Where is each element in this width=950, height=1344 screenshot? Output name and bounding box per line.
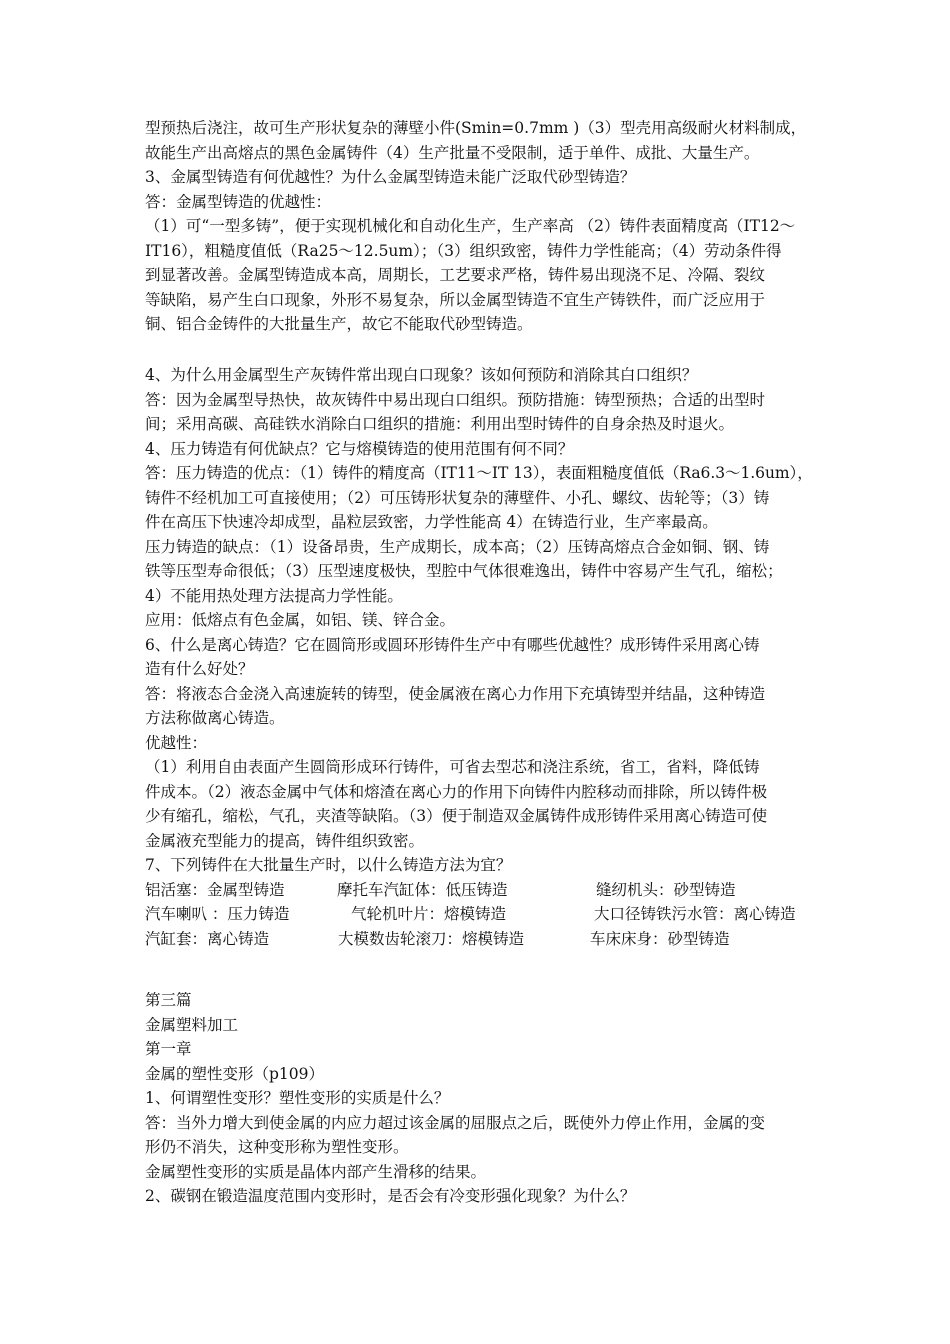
- question-1: 1、何谓塑性变形？塑性变形的实质是什么？: [145, 1089, 450, 1107]
- text-line: 间；采用高碳、高硅铁水消除白口组织的措施：利用出型时铸件的自身余热及时退火。: [145, 415, 735, 433]
- text-line: 答：因为金属型导热快，故灰铸件中易出现白口组织。预防措施：铸型预热；合适的出型时: [145, 391, 766, 409]
- text-line: （1）利用自由表面产生圆筒形成环行铸件，可省去型芯和浇注系统，省工，省料，降低铸: [145, 758, 760, 776]
- question-7: 7、下列铸件在大批量生产时，以什么铸造方法为宜？: [145, 856, 512, 874]
- text-line: 4）不能用热处理方法提高力学性能。: [145, 587, 403, 605]
- text-line: 优越性：: [145, 734, 208, 752]
- question-4b: 4、压力铸造有何优缺点？它与熔模铸造的使用范围有何不同？: [145, 440, 574, 458]
- text-line: 铜、铝合金铸件的大批量生产，故它不能取代砂型铸造。: [145, 315, 533, 333]
- casting-cell: 汽缸套：离心铸造: [145, 930, 270, 948]
- casting-cell: 大模数齿轮滚刀：熔模铸造: [338, 930, 525, 948]
- text-line: 压力铸造的缺点：（1）设备昂贵，生产成期长，成本高；（2）压铸高熔点合金如铜、钢、铸: [145, 538, 770, 556]
- text-line: 应用：低熔点有色金属，如铝、镁、锌合金。: [145, 611, 456, 629]
- part-title: 金属塑料加工: [145, 1016, 239, 1034]
- text-line: 造有什么好处？: [145, 660, 254, 678]
- text-line: 答：将液态合金浇入高速旋转的铸型，使金属液在离心力作用下充填铸型并结晶，这种铸造: [145, 685, 766, 703]
- question-3: 3、金属型铸造有何优越性？为什么金属型铸造未能广泛取代砂型铸造？: [145, 168, 636, 186]
- casting-cell: 汽车喇叭 ：压力铸造: [145, 905, 290, 923]
- chapter-heading: 第一章: [145, 1040, 192, 1058]
- text-line: （1）可“一型多铸”，便于实现机械化和自动化生产，生产率高 （2）铸件表面精度高（IT12～: [145, 217, 796, 235]
- casting-cell: 气轮机叶片：熔模铸造: [351, 905, 507, 923]
- text-line: 铁等压型寿命很低；（3）压型速度极快，型腔中气体很难逸出，铸件中容易产生气孔，缩松；: [145, 562, 783, 580]
- text-line: 金属液充型能力的提高，铸件组织致密。: [145, 832, 425, 850]
- question-6: 6、什么是离心铸造？它在圆筒形或圆环形铸件生产中有哪些优越性？成形铸件采用离心铸: [145, 636, 760, 654]
- text-line: 答：压力铸造的优点：（1）铸件的精度高（IT11～IT 13），表面粗糙度值低（Ra6.3～1.6um），: [145, 464, 813, 482]
- text-line: 答：当外力增大到使金属的内应力超过该金属的屈服点之后，既使外力停止作用，金属的变: [145, 1114, 766, 1132]
- text-line: IT16），粗糙度值低（Ra25～12.5um）；（3）组织致密，铸件力学性能高；（4）劳动条件得: [145, 242, 782, 260]
- text-line: 金属塑性变形的实质是晶体内部产生滑移的结果。: [145, 1163, 487, 1181]
- text-line: 到显著改善。金属型铸造成本高，周期长，工艺要求严格，铸件易出现浇不足、冷隔、裂纹: [145, 266, 766, 284]
- text-line: 少有缩孔，缩松，气孔，夹渣等缺陷。（3）便于制造双金属铸件成形铸件采用离心铸造可使: [145, 807, 768, 825]
- casting-row: [145, 902, 813, 926]
- casting-row: [145, 927, 813, 951]
- casting-row: [145, 878, 813, 902]
- casting-cell: 铝活塞：金属型铸造: [145, 881, 285, 899]
- part-heading: 第三篇: [145, 991, 192, 1009]
- answer-label: 答：金属型铸造的优越性：: [145, 193, 332, 211]
- text-line: 铸件不经机加工可直接使用；（2）可压铸形状复杂的薄壁件、小孔、螺纹、齿轮等；（3）铸: [145, 489, 770, 507]
- text-line: 形仍不消失，这种变形称为塑性变形。: [145, 1138, 409, 1156]
- text-line: 件在高压下快速冷却成型，晶粒层致密，力学性能高 4）在铸造行业，生产率最高。: [145, 513, 718, 531]
- text-line: 故能生产出高熔点的黑色金属铸件（4）生产批量不受限制，适于单件、成批、大量生产。: [145, 144, 760, 162]
- casting-cell: 摩托车汽缸体：低压铸造: [337, 881, 508, 899]
- text-line: 型预热后浇注，故可生产形状复杂的薄壁小件(Smin=0.7mm )（3）型壳用高级耐火材料制成，: [145, 119, 807, 137]
- text-line: 件成本。（2）液态金属中气体和熔渣在离心力的作用下向铸件内腔移动而排除，所以铸件极: [145, 783, 768, 801]
- text-line: 等缺陷，易产生白口现象，外形不易复杂，所以金属型铸造不宜生产铸铁件，而广泛应用于: [145, 291, 766, 309]
- casting-cell: 大口径铸铁污水管：离心铸造: [594, 905, 796, 923]
- text-line: 方法称做离心铸造。: [145, 709, 285, 727]
- casting-cell: 车床床身：砂型铸造: [590, 930, 730, 948]
- casting-cell: 缝纫机头：砂型铸造: [596, 881, 736, 899]
- chapter-title: 金属的塑性变形（p109）: [145, 1065, 325, 1083]
- question-2: 2、碳钢在锻造温度范围内变形时，是否会有冷变形强化现象？为什么？: [145, 1187, 636, 1205]
- question-4: 4、为什么用金属型生产灰铸件常出现白口现象？该如何预防和消除其白口组织？: [145, 366, 698, 384]
